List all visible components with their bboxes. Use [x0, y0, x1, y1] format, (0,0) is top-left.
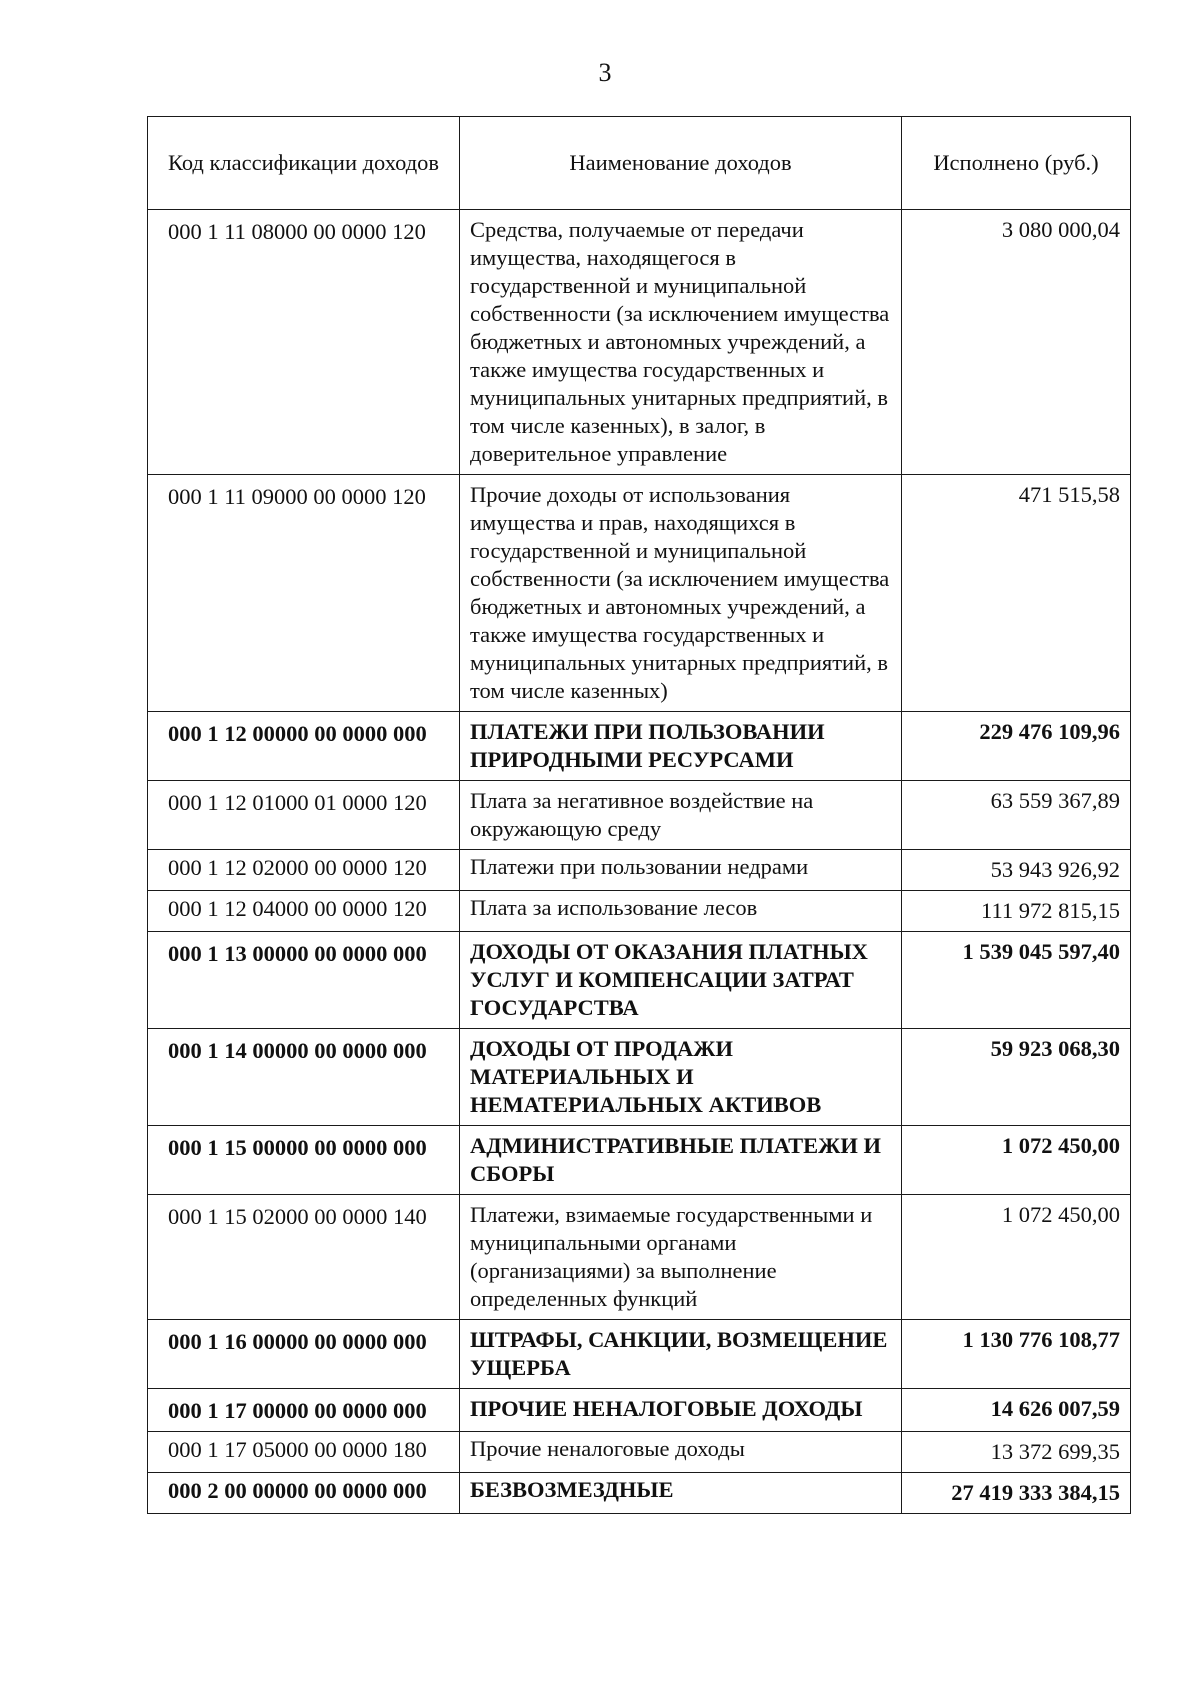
- row-code: 000 1 11 09000 00 0000 120: [148, 475, 460, 712]
- row-amount: 1 072 450,00: [902, 1195, 1131, 1320]
- row-amount: 1 130 776 108,77: [902, 1320, 1131, 1389]
- table-row-section: [148, 932, 1131, 1029]
- row-code: 000 1 12 02000 00 0000 120: [148, 850, 460, 891]
- row-name: АДМИНИСТРАТИВНЫЕ ПЛАТЕЖИ И СБОРЫ: [460, 1126, 902, 1195]
- table-header: [148, 117, 1131, 210]
- table-row-section: [148, 712, 1131, 781]
- table-body: [148, 210, 1131, 1514]
- row-name: ПЛАТЕЖИ ПРИ ПОЛЬЗОВАНИИ ПРИРОДНЫМИ РЕСУРСАМИ: [460, 712, 902, 781]
- row-code: 000 1 17 00000 00 0000 000: [148, 1389, 460, 1432]
- row-code: 000 1 14 00000 00 0000 000: [148, 1029, 460, 1126]
- row-name: Плата за негативное воздействие на окружающую среду: [460, 781, 902, 850]
- row-amount: 13 372 699,35: [902, 1432, 1131, 1473]
- header-name: Наименование доходов: [460, 117, 902, 210]
- row-amount: 3 080 000,04: [902, 210, 1131, 475]
- row-amount: 111 972 815,15: [902, 891, 1131, 932]
- table-row: [148, 850, 1131, 891]
- header-amount: Исполнено (руб.): [902, 117, 1131, 210]
- table-row-section: [148, 1389, 1131, 1432]
- page-number: 3: [598, 58, 612, 87]
- row-code: 000 1 12 00000 00 0000 000: [148, 712, 460, 781]
- row-amount: 27 419 333 384,15: [902, 1473, 1131, 1514]
- row-amount: 14 626 007,59: [902, 1389, 1131, 1432]
- row-name: ДОХОДЫ ОТ ПРОДАЖИ МАТЕРИАЛЬНЫХ И НЕМАТЕРИАЛЬНЫХ АКТИВОВ: [460, 1029, 902, 1126]
- table-row: [148, 210, 1131, 475]
- table-row: [148, 1195, 1131, 1320]
- row-code: 000 1 17 05000 00 0000 180: [148, 1432, 460, 1473]
- table-row-section: [148, 1473, 1131, 1514]
- row-name: Прочие доходы от использования имущества и прав, находящихся в государственной и муниципальной собственности (за исключением имущества бюджетных и автономных учреждений, а также имущества государственных и муниципальных унитарных предприятий, в том числе казенных): [460, 475, 902, 712]
- row-code: 000 1 11 08000 00 0000 120: [148, 210, 460, 475]
- row-code: 000 1 15 02000 00 0000 140: [148, 1195, 460, 1320]
- row-name: ДОХОДЫ ОТ ОКАЗАНИЯ ПЛАТНЫХ УСЛУГ И КОМПЕНСАЦИИ ЗАТРАТ ГОСУДАРСТВА: [460, 932, 902, 1029]
- row-code: 000 1 13 00000 00 0000 000: [148, 932, 460, 1029]
- row-code: 000 1 16 00000 00 0000 000: [148, 1320, 460, 1389]
- row-name: Средства, получаемые от передачи имущества, находящегося в государственной и муниципальной собственности (за исключением имущества бюджетных и автономных учреждений, а также имущества государственных и муниципальных унитарных предприятий, в том числе казенных), в залог, в доверительное управление: [460, 210, 902, 475]
- table-row-section: [148, 1126, 1131, 1195]
- row-name: БЕЗВОЗМЕЗДНЫЕ: [460, 1473, 902, 1514]
- row-name: ПРОЧИЕ НЕНАЛОГОВЫЕ ДОХОДЫ: [460, 1389, 902, 1432]
- table-row: [148, 475, 1131, 712]
- row-name: Прочие неналоговые доходы: [460, 1432, 902, 1473]
- table-row: [148, 781, 1131, 850]
- row-amount: 229 476 109,96: [902, 712, 1131, 781]
- row-code: 000 1 12 04000 00 0000 120: [148, 891, 460, 932]
- revenue-table: [147, 116, 1131, 1514]
- row-amount: 1 539 045 597,40: [902, 932, 1131, 1029]
- row-name: Платежи, взимаемые государственными и муниципальными органами (организациями) за выполнение определенных функций: [460, 1195, 902, 1320]
- table-row: [148, 891, 1131, 932]
- row-amount: 53 943 926,92: [902, 850, 1131, 891]
- row-amount: 471 515,58: [902, 475, 1131, 712]
- table-row: [148, 1432, 1131, 1473]
- row-code: 000 1 12 01000 01 0000 120: [148, 781, 460, 850]
- row-name: Плата за использование лесов: [460, 891, 902, 932]
- row-code: 000 2 00 00000 00 0000 000: [148, 1473, 460, 1514]
- row-amount: 1 072 450,00: [902, 1126, 1131, 1195]
- row-name: Платежи при пользовании недрами: [460, 850, 902, 891]
- table-row-section: [148, 1029, 1131, 1126]
- row-amount: 63 559 367,89: [902, 781, 1131, 850]
- header-code: Код классификации доходов: [148, 117, 460, 210]
- row-code: 000 1 15 00000 00 0000 000: [148, 1126, 460, 1195]
- row-amount: 59 923 068,30: [902, 1029, 1131, 1126]
- row-name: ШТРАФЫ, САНКЦИИ, ВОЗМЕЩЕНИЕ УЩЕРБА: [460, 1320, 902, 1389]
- header-row: [148, 117, 1131, 210]
- table-row-section: [148, 1320, 1131, 1389]
